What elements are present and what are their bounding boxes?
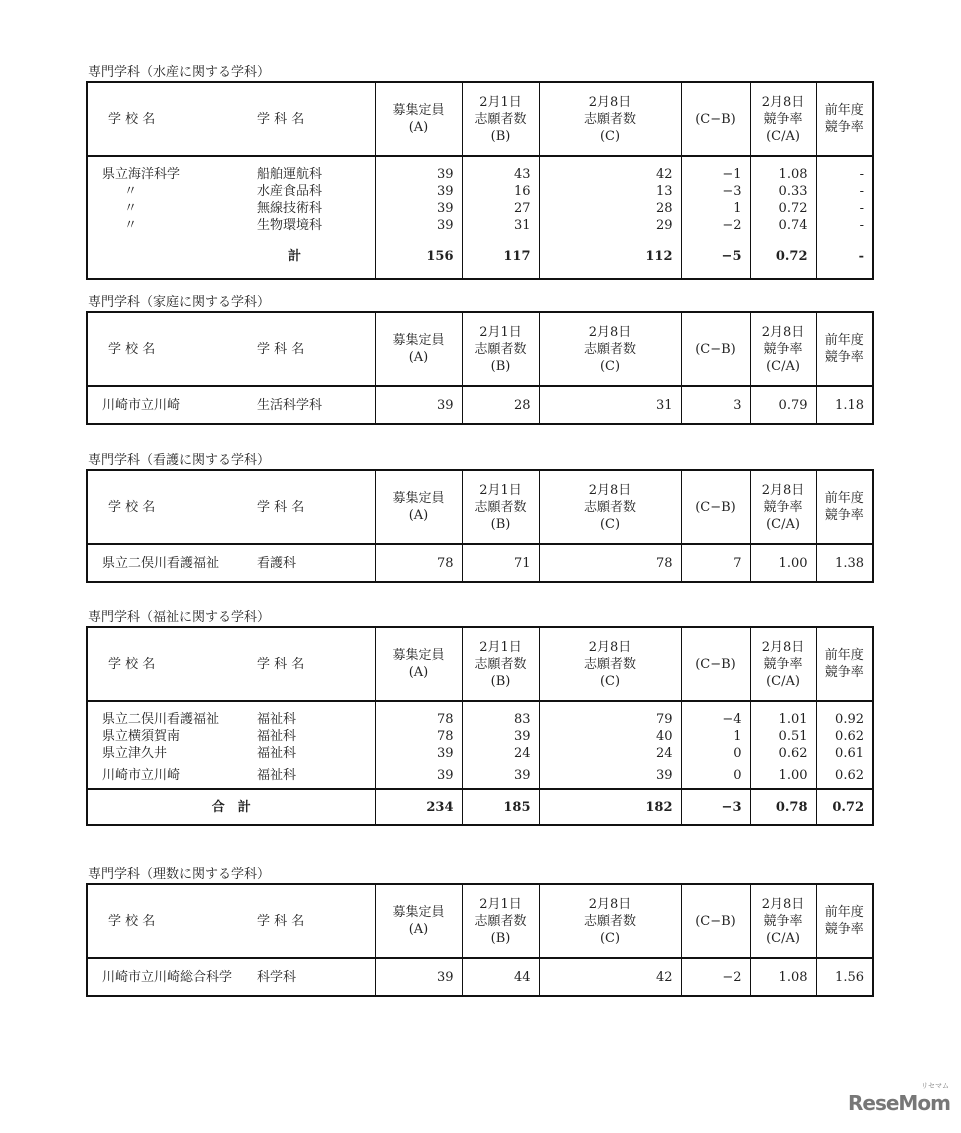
cell-c: 78 (539, 544, 681, 582)
header-line: 志願者数 (583, 499, 636, 515)
cell-a: 39 (375, 183, 462, 200)
cell-rate: 1.08 (750, 958, 816, 996)
enrollment-table (86, 81, 874, 280)
cell-rate: 0.62 (750, 745, 816, 762)
header-line: 前年度 (824, 103, 864, 118)
total-label: 合 計 (87, 789, 375, 825)
cell-cb: 7 (681, 544, 750, 582)
cell-a: 78 (375, 544, 462, 582)
cell-c: 79 (539, 711, 681, 728)
section-title: 専門学科（水産に関する学科） (88, 65, 271, 80)
total-b: 185 (462, 789, 539, 825)
header-line: 募集定員 (392, 333, 445, 348)
cell-c: 42 (539, 166, 681, 183)
section-1 (86, 294, 872, 425)
header-line: 2月8日 (761, 324, 805, 340)
cell-prev: 1.56 (816, 958, 873, 996)
header-line: 競争率 (763, 656, 803, 672)
enrollment-table (86, 311, 874, 425)
header-line: 志願者数 (583, 341, 636, 357)
school-name: 県立二俣川看護福祉 (102, 555, 220, 571)
spacer-row (87, 234, 873, 243)
cell-a: 39 (375, 762, 462, 789)
table-row (87, 745, 873, 762)
cell-c: 31 (539, 386, 681, 424)
header-line: 2月8日 (588, 324, 632, 340)
header-line: 志願者数 (474, 341, 527, 357)
header-feb8 (539, 884, 681, 958)
total-rate: 0.78 (750, 789, 816, 825)
cell-a: 39 (375, 166, 462, 183)
cell-b: 43 (462, 166, 539, 183)
dept-name: 船舶運航科 (257, 167, 323, 182)
cell-rate: 1.00 (750, 762, 816, 789)
cell-b: 83 (462, 711, 539, 728)
header-prev (816, 312, 873, 386)
header-line: 志願者数 (474, 913, 527, 929)
cell-rate: 1.01 (750, 711, 816, 728)
header-line: 競争率 (824, 350, 864, 365)
school-name: 県立津久井 (102, 746, 168, 761)
header-prev (816, 884, 873, 958)
header-feb1 (462, 312, 539, 386)
dept-name: 水産食品科 (257, 184, 323, 199)
cell-b: 16 (462, 183, 539, 200)
header-rate (750, 312, 816, 386)
header-dept: 学 科 名 (257, 627, 375, 701)
header-line: 募集定員 (392, 905, 445, 920)
cell-a: 39 (375, 386, 462, 424)
cell-prev: 0.92 (816, 711, 873, 728)
header-school: 学 校 名 (87, 627, 257, 701)
cell-a: 78 (375, 711, 462, 728)
table-row (87, 711, 873, 728)
cell-b: 39 (462, 728, 539, 745)
header-feb1 (462, 627, 539, 701)
resemom-logo (848, 1082, 953, 1115)
cell-b: 44 (462, 958, 539, 996)
header-dept: 学 科 名 (257, 470, 375, 544)
header-line: (C/A) (766, 358, 800, 374)
cell-rate: 0.72 (750, 200, 816, 217)
section-title: 専門学科（看護に関する学科） (88, 453, 271, 468)
header-line: (C/A) (766, 516, 800, 532)
cell-rate: 0.74 (750, 217, 816, 234)
cell-prev: 1.38 (816, 544, 873, 582)
header-line: 競争率 (824, 922, 864, 937)
table-row (87, 166, 873, 183)
header-line: 競争率 (824, 508, 864, 523)
header-line: 競争率 (824, 120, 864, 135)
school-name: 川崎市立川崎 (102, 767, 181, 783)
cell-prev: - (816, 183, 873, 200)
cell-rate: 0.33 (750, 183, 816, 200)
header-rate (750, 82, 816, 156)
cell-rate: 1.08 (750, 166, 816, 183)
header-line: 2月8日 (761, 94, 805, 110)
header-school: 学 校 名 (87, 470, 257, 544)
cell-cb: 0 (681, 762, 750, 789)
header-line: (C) (599, 516, 621, 532)
cell-c: 24 (539, 745, 681, 762)
cell-prev: - (816, 166, 873, 183)
cell-prev: 0.62 (816, 762, 873, 789)
total-c: 112 (539, 243, 681, 269)
header-line: 募集定員 (392, 491, 445, 506)
header-line: 2月1日 (479, 482, 522, 498)
header-feb1 (462, 82, 539, 156)
cell-b: 31 (462, 217, 539, 234)
dept-name: 生物環境科 (257, 218, 323, 233)
header-feb8 (539, 82, 681, 156)
cell-cb: −1 (681, 166, 750, 183)
header-rate (750, 470, 816, 544)
header-diff: (C−B) (681, 627, 750, 701)
cell-prev: 1.18 (816, 386, 873, 424)
header-line: 前年度 (824, 491, 864, 506)
header-line: (A) (408, 350, 429, 365)
spacer-row (87, 701, 873, 711)
header-capacity (375, 627, 462, 701)
school-name: 〃 (124, 184, 138, 199)
cell-b: 39 (462, 762, 539, 789)
cell-cb: −2 (681, 958, 750, 996)
header-line: 前年度 (824, 333, 864, 348)
enrollment-table (86, 469, 874, 583)
dept-name: 福祉科 (257, 712, 297, 727)
header-line: (B) (490, 516, 511, 532)
cell-a: 39 (375, 200, 462, 217)
header-feb8 (539, 627, 681, 701)
cell-rate: 1.00 (750, 544, 816, 582)
header-line: (B) (490, 930, 511, 946)
header-feb1 (462, 470, 539, 544)
header-feb1 (462, 884, 539, 958)
header-line: (C) (599, 128, 621, 144)
header-capacity (375, 470, 462, 544)
section-3 (86, 609, 872, 826)
header-line: 2月1日 (479, 94, 522, 110)
header-line: (B) (490, 128, 511, 144)
section-4 (86, 866, 872, 997)
header-dept: 学 科 名 (257, 884, 375, 958)
total-label: 計 (288, 248, 302, 264)
total-a: 234 (375, 789, 462, 825)
total-rate: 0.72 (750, 243, 816, 269)
school-name: 県立海洋科学 (102, 167, 181, 182)
cell-cb: 1 (681, 728, 750, 745)
cell-a: 39 (375, 958, 462, 996)
dept-name: 生活科学科 (257, 397, 323, 413)
dept-name: 福祉科 (257, 729, 297, 744)
header-line: 募集定員 (392, 103, 445, 118)
dept-name: 無線技術科 (257, 201, 323, 216)
section-title: 専門学科（福祉に関する学科） (88, 610, 271, 625)
header-dept: 学 科 名 (257, 82, 375, 156)
total-prev: - (816, 243, 873, 269)
cell-cb: 0 (681, 745, 750, 762)
header-line: (C/A) (766, 673, 800, 689)
header-row (87, 884, 873, 958)
header-feb8 (539, 470, 681, 544)
cell-cb: −3 (681, 183, 750, 200)
school-name: 県立横須賀南 (102, 729, 181, 744)
total-cb: −3 (681, 789, 750, 825)
cell-b: 27 (462, 200, 539, 217)
header-row (87, 627, 873, 701)
header-line: 競争率 (824, 665, 864, 680)
school-name: 県立二俣川看護福祉 (102, 712, 220, 727)
header-line: 志願者数 (583, 913, 636, 929)
cell-c: 13 (539, 183, 681, 200)
logo-text: ReseMom (848, 1091, 950, 1115)
dept-name: 看護科 (257, 555, 297, 571)
cell-c: 28 (539, 200, 681, 217)
cell-rate: 0.79 (750, 386, 816, 424)
cell-b: 24 (462, 745, 539, 762)
header-row (87, 82, 873, 156)
enrollment-table (86, 883, 874, 997)
header-line: 2月8日 (761, 639, 805, 655)
table-row (87, 200, 873, 217)
table-row (87, 183, 873, 200)
header-line: 2月8日 (761, 896, 805, 912)
header-line: (B) (490, 673, 511, 689)
header-line: 2月8日 (588, 896, 632, 912)
total-cb: −5 (681, 243, 750, 269)
header-line: (C/A) (766, 930, 800, 946)
cell-cb: 1 (681, 200, 750, 217)
school-name: 〃 (124, 201, 138, 216)
cell-prev: 0.62 (816, 728, 873, 745)
header-line: 競争率 (763, 341, 803, 357)
header-line: 志願者数 (474, 656, 527, 672)
total-row (87, 243, 873, 269)
cell-c: 29 (539, 217, 681, 234)
cell-a: 39 (375, 217, 462, 234)
header-dept: 学 科 名 (257, 312, 375, 386)
cell-cb: −2 (681, 217, 750, 234)
header-rate (750, 627, 816, 701)
header-line: 2月1日 (479, 896, 522, 912)
cell-b: 71 (462, 544, 539, 582)
header-line: (A) (408, 922, 429, 937)
header-line: (A) (408, 508, 429, 523)
header-line: (C) (599, 358, 621, 374)
table-row (87, 762, 873, 789)
header-line: (C/A) (766, 128, 800, 144)
spacer-row (87, 156, 873, 166)
section-2 (86, 452, 872, 583)
header-line: 前年度 (824, 648, 864, 663)
header-row (87, 312, 873, 386)
header-line: 競争率 (763, 111, 803, 127)
header-row (87, 470, 873, 544)
enrollment-table (86, 626, 874, 826)
cell-b: 28 (462, 386, 539, 424)
table-row (87, 544, 873, 582)
cell-a: 78 (375, 728, 462, 745)
header-feb8 (539, 312, 681, 386)
cell-cb: −4 (681, 711, 750, 728)
header-line: (A) (408, 665, 429, 680)
header-diff: (C−B) (681, 82, 750, 156)
dept-name: 福祉科 (257, 746, 297, 761)
school-name: 〃 (124, 218, 138, 233)
cell-cb: 3 (681, 386, 750, 424)
cell-a: 39 (375, 745, 462, 762)
header-line: (B) (490, 358, 511, 374)
total-c: 182 (539, 789, 681, 825)
school-name: 川崎市立川崎総合科学 (102, 969, 233, 985)
header-line: 志願者数 (583, 111, 636, 127)
header-line: 2月1日 (479, 324, 522, 340)
header-line: 前年度 (824, 905, 864, 920)
header-line: 2月8日 (761, 482, 805, 498)
dept-name: 科学科 (257, 969, 297, 985)
header-line: 志願者数 (474, 499, 527, 515)
header-line: (C) (599, 673, 621, 689)
header-line: 2月8日 (588, 639, 632, 655)
header-line: 志願者数 (474, 111, 527, 127)
header-line: 2月8日 (588, 482, 632, 498)
school-name: 川崎市立川崎 (102, 397, 181, 413)
table-row (87, 386, 873, 424)
total-row (87, 789, 873, 825)
table-row (87, 958, 873, 996)
total-b: 117 (462, 243, 539, 269)
header-capacity (375, 82, 462, 156)
section-title: 専門学科（家庭に関する学科） (88, 295, 271, 310)
header-capacity (375, 312, 462, 386)
cell-c: 40 (539, 728, 681, 745)
cell-c: 39 (539, 762, 681, 789)
header-line: (A) (408, 120, 429, 135)
cell-prev: 0.61 (816, 745, 873, 762)
header-line: 志願者数 (583, 656, 636, 672)
section-0 (86, 64, 872, 280)
header-line: 競争率 (763, 913, 803, 929)
header-capacity (375, 884, 462, 958)
cell-c: 42 (539, 958, 681, 996)
table-row (87, 217, 873, 234)
cell-prev: - (816, 200, 873, 217)
header-diff: (C−B) (681, 884, 750, 958)
header-rate (750, 884, 816, 958)
logo-sub: リセマム (921, 1082, 949, 1090)
header-school: 学 校 名 (87, 312, 257, 386)
total-prev: 0.72 (816, 789, 873, 825)
dept-name: 福祉科 (257, 767, 297, 783)
header-school: 学 校 名 (87, 884, 257, 958)
section-title: 専門学科（理数に関する学科） (88, 867, 271, 882)
spacer-row (87, 269, 873, 279)
header-line: 募集定員 (392, 648, 445, 663)
header-prev (816, 627, 873, 701)
header-line: 2月1日 (479, 639, 522, 655)
header-line: 2月8日 (588, 94, 632, 110)
header-diff: (C−B) (681, 312, 750, 386)
header-diff: (C−B) (681, 470, 750, 544)
table-row (87, 728, 873, 745)
header-line: (C) (599, 930, 621, 946)
header-school: 学 校 名 (87, 82, 257, 156)
header-line: 競争率 (763, 499, 803, 515)
cell-prev: - (816, 217, 873, 234)
cell-rate: 0.51 (750, 728, 816, 745)
header-prev (816, 470, 873, 544)
header-prev (816, 82, 873, 156)
total-a: 156 (375, 243, 462, 269)
